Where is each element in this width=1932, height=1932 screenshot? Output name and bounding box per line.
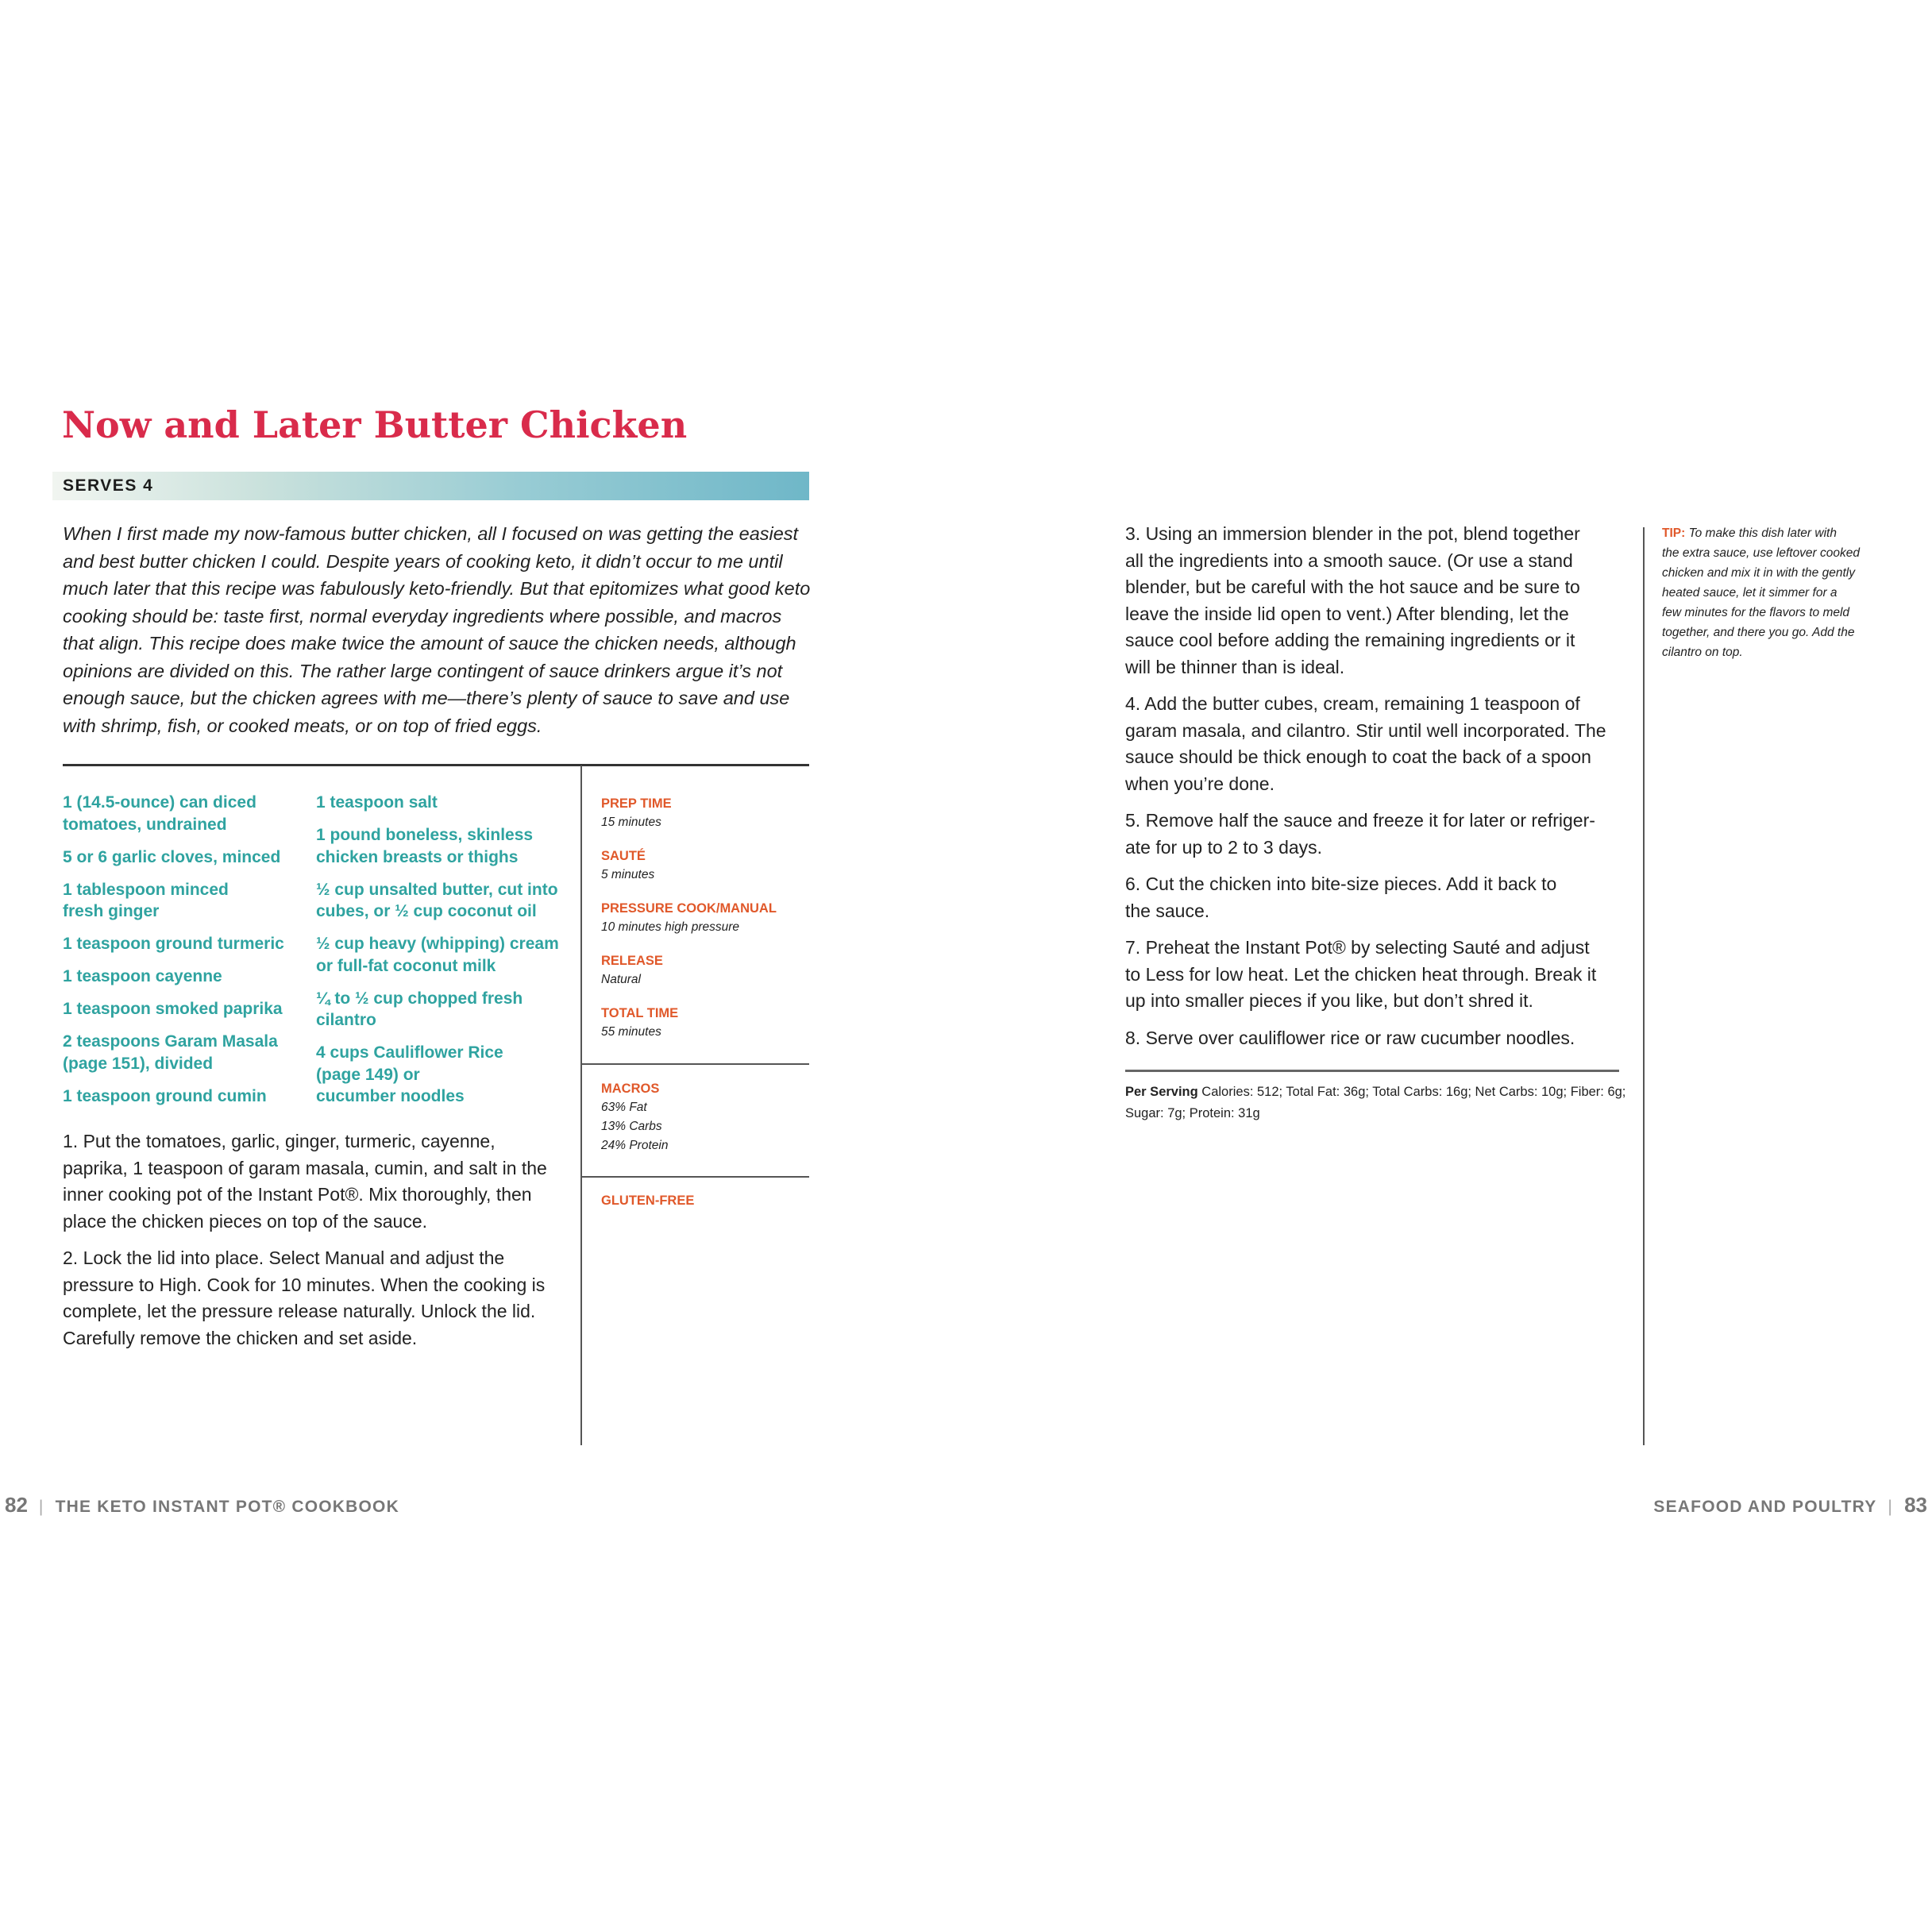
ingredient: ½ cup unsalted butter, cut into cubes, or ½ cup coconut oil <box>316 880 558 920</box>
macros-protein: 24% Protein <box>601 1139 669 1152</box>
macros-label: MACROS <box>601 1082 660 1096</box>
steps-right <box>1125 521 1633 1062</box>
macros-fat: 63% Fat <box>601 1101 647 1114</box>
step-4: 4. Add the butter cubes, cream, remaining 1 teaspoon of garam masala, and cilantro. Stir until well incorporated. The sauce should be thick enough to coat the back of a spoon when you’re done. <box>1125 693 1606 794</box>
per-serving-divider <box>1125 1070 1619 1072</box>
footer-right <box>1653 1493 1927 1517</box>
total-time-label: TOTAL TIME <box>601 1006 679 1020</box>
step-8: 8. Serve over cauliflower rice or raw cucumber noodles. <box>1125 1027 1575 1048</box>
pressure-label: PRESSURE COOK/MANUAL <box>601 901 777 916</box>
serves-label: SERVES 4 <box>63 476 154 495</box>
saute-value: 5 minutes <box>601 868 655 881</box>
recipe-title: Now and Later Butter Chicken <box>62 403 688 446</box>
ingredient: ¼ to ½ cup chopped fresh cilantro <box>316 989 523 1029</box>
column-divider-left <box>580 765 582 1445</box>
recipe-intro: When I first made my now-famous butter chicken, all I focused on was getting the easiest and best butter chicken I could. Despite years of cooking keto, it didn’t occur to me until much later that this recipe was fabulously keto-friendly. But that epitomizes what good keto cooking should be: taste first, normal everyday ingredients where possible, and macros that align. This recipe does make twice the amount of sauce the chicken needs, although opinions are divided on this. The rather large contingent of sauce drinkers argue it’s not enough sauce, but the chicken agrees with me—there’s plenty of sauce to save and use with shrimp, fish, or cooked meats, or on top of fried eggs. <box>63 523 811 736</box>
step-2: 2. Lock the lid into place. Select Manual and adjust the pressure to High. Cook for 10 minutes. When the cooking is complete, let the pressure release naturally. Unlock the lid. Carefully remove the chicken and set aside. <box>63 1248 546 1348</box>
prep-time-label: PREP TIME <box>601 796 672 811</box>
serves-banner <box>52 472 809 500</box>
per-serving-values: Calories: 512; Total Fat: 36g; Total Carbs: 16g; Net Carbs: 10g; Fiber: 6g; Sugar: 7g; Protein: 31g <box>1125 1085 1626 1120</box>
meta-divider-2 <box>582 1176 809 1178</box>
per-serving-nutrition <box>1125 1082 1633 1124</box>
ingredient: 1 (14.5-ounce) can diced tomatoes, undrained <box>63 793 256 834</box>
saute-label: SAUTÉ <box>601 849 646 863</box>
ingredient: 4 cups Cauliflower Rice (page 149) or cucumber noodles <box>316 1043 503 1105</box>
tip-box <box>1662 523 1884 662</box>
ingredient: 1 pound boneless, skinless chicken breasts or thighs <box>316 826 534 866</box>
section-divider <box>63 764 809 766</box>
macros-block <box>601 1079 808 1155</box>
ingredient: ½ cup heavy (whipping) cream or full-fat coconut milk <box>316 935 559 975</box>
ingredient: 2 teaspoons Garam Masala (page 151), divided <box>63 1032 278 1073</box>
release-value: Natural <box>601 973 641 986</box>
ingredient: 1 teaspoon ground cumin <box>63 1086 267 1105</box>
per-serving-label: Per Serving <box>1125 1085 1198 1099</box>
page-number-right: 83 <box>1904 1493 1927 1517</box>
total-time-value: 55 minutes <box>601 1025 661 1039</box>
steps-left <box>63 1128 571 1362</box>
gluten-free-label: GLUTEN-FREE <box>601 1194 695 1208</box>
footer-separator: | <box>1888 1498 1894 1516</box>
gluten-free-block <box>601 1191 808 1210</box>
pressure-value: 10 minutes high pressure <box>601 920 740 934</box>
footer-separator: | <box>38 1498 44 1516</box>
macros-carbs: 13% Carbs <box>601 1120 662 1133</box>
ingredients-right <box>316 792 578 1118</box>
step-5: 5. Remove half the sauce and freeze it for later or refriger- ate for up to 2 to 3 days. <box>1125 810 1595 858</box>
tip-text: To make this dish later with the extra sauce, use leftover cooked chicken and mix it in with the gently heated sauce, let it simmer for a few minutes for the flavors to meld together, and there you go. Add the cilantro on top. <box>1662 526 1861 659</box>
tip-label: TIP: <box>1662 526 1686 540</box>
chapter-title: SEAFOOD AND POULTRY <box>1653 1498 1877 1516</box>
ingredients-left <box>63 792 309 1118</box>
ingredient: 1 tablespoon minced fresh ginger <box>63 880 229 920</box>
step-3: 3. Using an immersion blender in the pot, blend together all the ingredients into a smooth sauce. (Or use a stand blender, but be careful with the hot sauce and be sure to leave the inside lid open to vent.) After blending, let the sauce cool before adding the remaining ingredients or it will be thinner than is ideal. <box>1125 523 1580 677</box>
column-divider-right <box>1643 527 1645 1445</box>
ingredient: 5 or 6 garlic cloves, minced <box>63 847 281 866</box>
ingredient: 1 teaspoon ground turmeric <box>63 935 284 953</box>
ingredient: 1 teaspoon salt <box>316 793 438 812</box>
footer-left <box>5 1493 399 1517</box>
page-number-left: 82 <box>5 1493 28 1517</box>
meta-divider-1 <box>582 1063 809 1065</box>
step-1: 1. Put the tomatoes, garlic, ginger, turmeric, cayenne, paprika, 1 teaspoon of garam masala, cumin, and salt in the inner cooking pot of the Instant Pot®. Mix thoroughly, then place the chicken pieces on top of the sauce. <box>63 1131 547 1232</box>
step-6: 6. Cut the chicken into bite-size pieces. Add it back to the sauce. <box>1125 873 1557 921</box>
ingredient: 1 teaspoon cayenne <box>63 967 222 985</box>
release-label: RELEASE <box>601 954 663 968</box>
book-title: THE KETO INSTANT POT® COOKBOOK <box>55 1498 399 1516</box>
step-7: 7. Preheat the Instant Pot® by selecting Sauté and adjust to Less for low heat. Let the chicken heat through. Break it up into smaller pieces if you like, but don’t shred it. <box>1125 937 1597 1011</box>
prep-time-value: 15 minutes <box>601 816 661 829</box>
recipe-meta <box>601 794 808 1042</box>
ingredient: 1 teaspoon smoked paprika <box>63 1000 283 1018</box>
